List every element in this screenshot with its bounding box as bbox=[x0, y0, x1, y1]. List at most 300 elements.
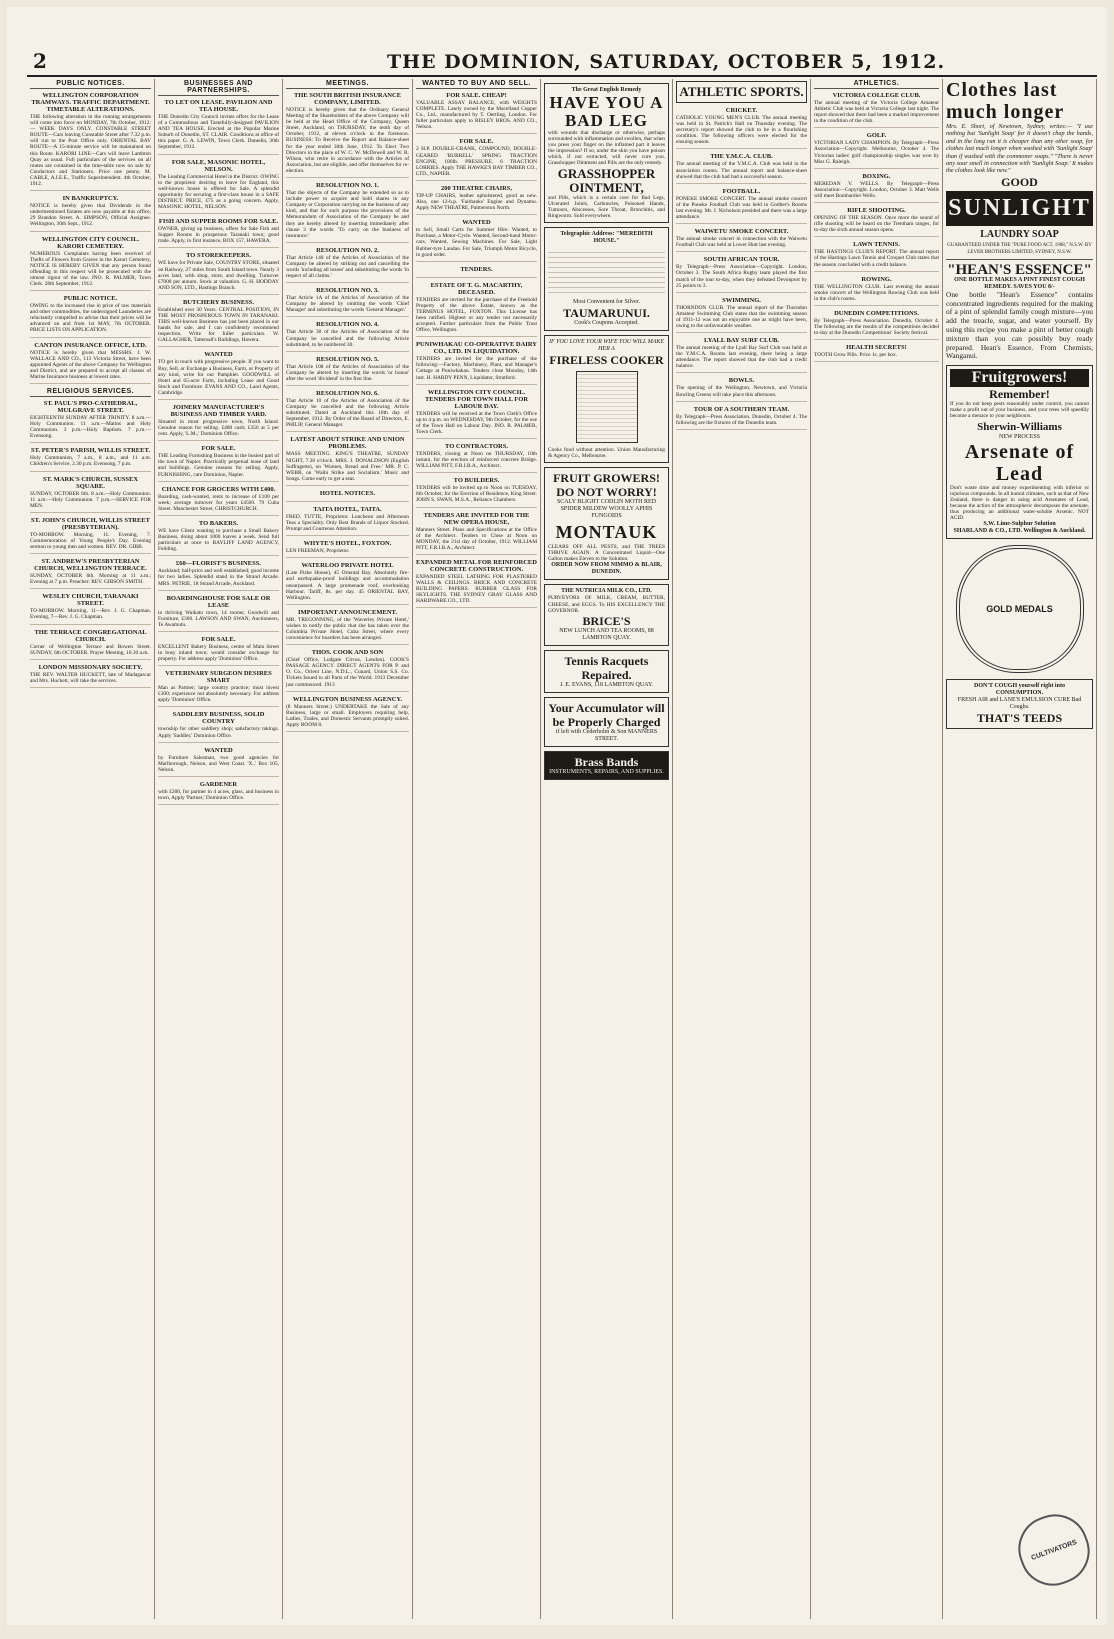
column-header: MEETINGS. bbox=[286, 80, 409, 89]
business-ad-title: WANTED bbox=[204, 746, 233, 754]
service-body: SUNDAY, OCTOBER 6th. 8 a.m.—Holy Communion. 11 a.m.—Holy Communion. 7 p.m.—SERVICE FOR MEN. bbox=[30, 490, 151, 509]
business-ad-body: Man as Partner; large country practice; must invest £300; experience not absolutely necessary. For address apply 'Dominion' Office. bbox=[158, 685, 279, 704]
telegraphic-address: Telegraphic Address: "MEREDITH HOUSE." bbox=[560, 230, 653, 244]
brices-title: BRICE'S bbox=[582, 613, 631, 628]
athletics-report-item bbox=[814, 132, 939, 168]
wanted-ad-body: EXPANDED STEEL LATHING FOR PLASTERED WALLS & CEILINGS. BRICK AND CONCRETE BUILDING PAPERS. RUBBER GLASS FOR SKYLIGHTS. THE SYDNEY GRAY GLASS AND HARDWARE CO., LTD. bbox=[416, 573, 537, 605]
cooker-lead: IF YOU LOVE YOUR WIFE YOU WILL MAKE HER A bbox=[548, 338, 665, 352]
meeting-notice-title: RESOLUTION NO. 3. bbox=[316, 287, 379, 295]
tennis-title: Tennis Racquets Repaired. bbox=[564, 653, 649, 682]
seal-emblem bbox=[956, 545, 1084, 673]
meeting-notice-item bbox=[286, 506, 409, 536]
divider bbox=[946, 259, 1093, 260]
public-notice-item bbox=[30, 236, 151, 292]
sharland: SHARLAND & CO., LTD. Wellington & Auckland. bbox=[953, 528, 1086, 535]
cooker-ad bbox=[544, 335, 669, 463]
business-ad-title: JOINERY MANUFACTURER'S BUSINESS AND TIMBER YARD. bbox=[170, 404, 267, 418]
meeting-notice-item bbox=[286, 356, 409, 386]
meeting-notice-title: RESOLUTION NO. 6. bbox=[316, 390, 379, 397]
sport-report-title: LYALL BAY SURF CLUB. bbox=[703, 337, 780, 345]
meeting-notice-body: That Article 30 of the Articles of Association of the Company be cancelled and the following Article substituted, to be numbered 30. bbox=[286, 329, 409, 348]
montauk-ad bbox=[544, 467, 669, 580]
laundry-label: LAUNDRY SOAP bbox=[980, 228, 1059, 240]
business-ad-item bbox=[158, 636, 279, 666]
meeting-notice-title: RESOLUTION NO. 2. bbox=[316, 246, 379, 254]
service-title: ST. MARK'S CHURCH, SUSSEX SQUARE. bbox=[42, 475, 139, 490]
stamp-text: CULTIVATORS bbox=[1030, 1538, 1078, 1562]
accumulator-body: if left with Cederholm & Son MANNERS STREET. bbox=[555, 728, 658, 742]
business-ad-body: THE Dunedin City Council invites offers for the Lease of a Commodious and Tastefully-designed PAVILION AND TEA HOUSE, Erected at the Popular Marine Suburb of Dunedin, ST. CLAIR. Conditions at office of this paper. G. A. LEWIN, Town Clerk. Dunedin, 30th September, 1912. bbox=[158, 114, 279, 151]
meredith-ad bbox=[544, 227, 669, 331]
grasshopper-title: GRASSHOPPER OINTMENT, bbox=[557, 165, 656, 195]
service-body: Holy Communion, 7 a.m., 8 a.m., and 11 a.m. Children's Service, 2.30 p.m. Evensong, 7 p.m. bbox=[30, 455, 151, 468]
page-number: 2 bbox=[33, 49, 47, 73]
wanted-ad-title: TENDERS ARE INVITED FOR THE NEW OPERA HOUSE, bbox=[423, 511, 530, 526]
business-ad-item bbox=[158, 218, 279, 248]
service-title: THE TERRACE CONGREGATIONAL CHURCH. bbox=[34, 628, 147, 643]
wanted-ad-item bbox=[416, 341, 537, 384]
sport-report-title: BOWLS. bbox=[728, 377, 755, 385]
wanted-ad-title: FOR SALE. bbox=[459, 138, 494, 146]
fruitgrowers-body: If you do not keep pests reasonably under control, you cannot make a profit out of your business, and your trees will speedily become a menace to your neighbours. bbox=[950, 401, 1089, 420]
service-title: ST. ANDREW'S PRESBYTERIAN CHURCH, WELLINGTON TERRACE. bbox=[34, 558, 147, 573]
business-ad-title: FISH AND SUPPER ROOMS FOR SALE. bbox=[158, 218, 279, 226]
business-ad-body: OWNER, giving up business, offers for Sale Fish and Supper Rooms in prosperous Taranaki town; good trade. Apply, in first instance, BOX 157, HAWERA. bbox=[158, 226, 279, 245]
wanted-ad-item bbox=[416, 389, 537, 439]
wanted-ad-title: ESTATE OF T. G. MACARTHY, DECEASED. bbox=[430, 281, 523, 296]
athletics-report-item bbox=[814, 310, 939, 340]
sport-report-item bbox=[676, 337, 807, 373]
new-process: NEW PROCESS bbox=[998, 433, 1041, 440]
heans-sub: ONE BOTTLE MAKES A PINT FINEST COUGH REMEDY. SAVES YOU 8/- bbox=[954, 276, 1085, 290]
meeting-notice-body: That Article 10 of the Articles of Association of the Company be cancelled and the following Article substituted. Dated at Auckland this 18th day of September, 1912. By Order of the Board of Directors, E. PHILIP, General Manager. bbox=[286, 398, 409, 429]
service-item bbox=[30, 664, 151, 688]
sport-report-body: The annual smoke concert in connection with the Waiwetu Football Club was held at Lower Hutt last evening. bbox=[676, 236, 807, 249]
column-public-notices bbox=[27, 79, 155, 1619]
wanted-ad-body: Manners Street. Plans and Specifications at the Office of the Architect. Tenders to Close at Noon on MONDAY, the 21st day of October, 1912. WILLIAM PITT, F.R.I.B.A., Architect. bbox=[416, 526, 537, 551]
meeting-notice-title: IMPORTANT ANNOUNCEMENT. bbox=[297, 608, 398, 616]
meeting-notice-body: (Late Pizhe House), 45 Oriental Bay. Absolutely fire- and earthquake-proof buildings and accommodation unsurpassed. A large promenade roof, overlooking Harbour. Tariff, 8s. per day. 45 ORIENTAL BAY, Wellington. bbox=[286, 570, 409, 601]
athletics-report-body: VICTORIAN LADY CHAMPION. By Telegraph—Press Association—Copyright. Melbourne, October 4. The Victorian ladies' golf championship singles was won by Miss G. Raleigh. bbox=[814, 140, 939, 165]
public-notice-title: WELLINGTON CITY COUNCIL. KARORI CEMETERY. bbox=[41, 235, 140, 250]
teeds-label: THAT'S TEEDS bbox=[976, 711, 1063, 726]
service-item bbox=[30, 593, 151, 624]
wanted-ad-item bbox=[416, 92, 537, 134]
service-item bbox=[30, 629, 151, 660]
wanted-ad-title: TENDERS. bbox=[460, 265, 493, 273]
meeting-notice-item bbox=[286, 649, 409, 691]
sport-report-title: FOOTBALL. bbox=[722, 187, 761, 195]
sport-report-body: THORNDON CLUB. The annual report of the Thorndon Amateur Swimming Club states that the swimming season of 1911-12 was not an enjoyable one as might have been, owing to the unfavourable weather. bbox=[676, 304, 807, 329]
sport-report-title: CRICKET. bbox=[725, 107, 758, 114]
montauk-title: MONTAUK bbox=[555, 522, 658, 543]
services-list bbox=[30, 400, 151, 688]
wanted-ad-body: VALUABLE ASSAY BALANCE, with WEIGHTS COMPLETE. Lately owned by the Macelland Copper Co., Ltd., manufactured by T. Oertling, London. For fuller particulars apply to BISLEY BROS. AND CO., Nelson. bbox=[416, 100, 537, 131]
wanted-ad-body: 2 H.P. DOUBLE-CRANK, COMPOUND, DOUBLE-GEARED 'BURRELL' SPRING TRACTION ENGINE, 180lb. PRESSURE. 6 TRACTION LORRIES. Apply THE HAWKE'S BAY TIMBER CO., LTD., NAPIER. bbox=[416, 146, 537, 177]
do-not-worry: DO NOT WORRY! bbox=[556, 485, 657, 500]
business-ad-title: SADDLERY BUSINESS, SOLID COUNTRY bbox=[172, 711, 265, 726]
meeting-notice-item bbox=[286, 609, 409, 645]
public-notice-item bbox=[30, 195, 151, 231]
meeting-notice-body: FRED. TUTTE, Proprietor. Luncheon and Afternoon Teas a Speciality. Only Best Brands of Liquor Stocked. Prompt and Courteous Attention. bbox=[286, 513, 409, 533]
business-ad-body: EXCELLENT Bakery Business, centre of Main Street in busy inland town; would consider exchange for property. For address apply 'Dominion' Office. bbox=[158, 643, 279, 663]
public-notice-item bbox=[30, 295, 151, 337]
meeting-notice-body: NOTICE is hereby given that the Ordinary General Meeting of the Shareholders of the above Company will be held at the Head Office of the Company, Queen Street, Auckland, on THURSDAY, the tenth day of October, 1912, at eleven o'clock in the forenoon. BUSINESS: To Receive the Report and Balance-sheet for the year ended 30th June, 1912. To Elect Two Directors in the place of W. C. W. McDowell and W. R. Wilson, who retire in accordance with the Articles of Association, but are eligible, and offer themselves for re-election. bbox=[286, 107, 409, 174]
meeting-notice-title: THE SOUTH BRITISH INSURANCE COMPANY, LIMITED. bbox=[293, 92, 402, 106]
business-ad-body: with £200, for partner in 4 acres, glass, and business in town, Apply 'Partner,' Dominion Office. bbox=[158, 788, 279, 801]
public-notice-title: PUBLIC NOTICE. bbox=[63, 295, 118, 303]
meeting-notice-item bbox=[286, 182, 409, 243]
wanted-ad-title: TO BUILDERS. bbox=[453, 477, 500, 485]
business-ad-body: WE have Client wanting to purchase a Small Bakery Business, doing about 1000 loaves a week. Send full particulars at once to BAYLIFF LAND AGENCY, Feilding. bbox=[158, 527, 279, 553]
athletics-sections bbox=[814, 92, 939, 362]
wanted-ad-title: WELLINGTON CITY COUNCIL. TENDERS FOR TOWN HALL FOR LABOUR DAY. bbox=[424, 388, 529, 410]
tennis-ad bbox=[544, 650, 669, 693]
service-body: THE REV. WALTER HUCKETT, late of Madagascar and Mrs. Huckett, will take the services. bbox=[30, 671, 151, 684]
remedy-body: with wounds that discharge or otherwise, perhaps surrounded with inflammation and swollen, that when you press your finger on the inflamed part it leaves the impression? If so, under the skin you have poison which, if not extracted, will never cure you. Grasshopper Ointment and Pills are the only remedy. bbox=[548, 130, 665, 167]
business-ad-item bbox=[158, 486, 279, 516]
athletics-report-item bbox=[814, 241, 939, 271]
sport-report-body: The annual meeting of the Y.M.C.A. Club was held in the association rooms. The annual report and balance-sheet showed that the club had had a successful season. bbox=[676, 161, 807, 180]
wanted-ad-body: TIP-UP CHAIRS, leather upholstered, good as new. Also, one 12-h.p. 'Fairbanks' Engine and Dynamo. Apply NEW THEATRE, Palmerston North. bbox=[416, 192, 537, 212]
business-ad-title: TO STOREKEEPERS. bbox=[186, 252, 251, 260]
cough-title: DON'T COUGH yourself right into CONSUMPTION. bbox=[974, 683, 1065, 697]
meeting-notice-title: LATEST ABOUT STRIKE AND UNION PROBLEMS. bbox=[290, 436, 405, 451]
column-header: WANTED TO BUY AND SELL. bbox=[416, 80, 537, 89]
public-notice-body: NUMEROUS Complaints having been received of Thefts of Flowers from Graves in the Karori Cemetery, NOTICE IS HEREBY GIVEN that any person found offending in this respect will be prosecuted with the utmost rigour of the law. JNO. R. PALMER, Town Clerk. 28th September, 1912. bbox=[30, 250, 151, 287]
meeting-notice-body: That Article 1A of the Articles of Association of the Company be altered by omitting the words 'Chief Manager' and substituting the words 'General Manager.' bbox=[286, 295, 409, 314]
good-label: GOOD bbox=[1001, 174, 1038, 189]
business-ad-item bbox=[158, 351, 279, 400]
service-item bbox=[30, 447, 151, 471]
meeting-notice-item bbox=[286, 696, 409, 732]
public-notice-body: NOTICE is hereby given that Dividends in the undermentioned Estates are now payable at this office, 29 Brandon Street. A. SIMPSON, Official Assignee. Wellington, 30th Sept., 1912. bbox=[30, 203, 151, 228]
meeting-notice-body: MR. TREGONNING, of the 'Waverley Private Hotel,' wishes to notify the public that she has taken over the Columbia Private Hotel, Cuba Street, where every convenience for boarders has been arranged. bbox=[286, 616, 409, 642]
meeting-notice-body: LEN FREEMAN, Proprietor. bbox=[286, 548, 350, 555]
business-ad-item bbox=[158, 670, 279, 707]
athletics-report-item bbox=[814, 207, 939, 237]
wanted-ad-body: TENDERS will be invited up to Noon on TUESDAY, 8th October, for the Erection of Residence, King Street. JOHN S. SWAN, M.S.A., Reliance Chambers. bbox=[416, 485, 537, 504]
business-ad-title: FOR SALE. bbox=[201, 635, 236, 643]
fruit-growers-title: FRUIT GROWERS! bbox=[553, 471, 660, 486]
sport-report-item bbox=[676, 406, 807, 430]
column-header: PUBLIC NOTICES. bbox=[30, 80, 151, 89]
sunlight-logo: SUNLIGHT bbox=[946, 191, 1093, 226]
newspaper-page bbox=[7, 7, 1107, 1625]
taumarunui-title: TAUMARUNUI. bbox=[563, 305, 650, 320]
service-body: Corner of Wellington Terrace and Bowen Street. SUNDAY, 6th OCTOBER. Prayer Meeting, 10.30 a.m. bbox=[30, 643, 151, 656]
business-ad-title: FOR SALE. bbox=[201, 445, 236, 453]
business-ad-item bbox=[158, 595, 279, 632]
business-ad-body: WE have for Private Sale, COUNTRY STORE, situated on Railway, 27 miles from South Island town. Nearly 3 acres land, with shop, store, and dwelling. Turnover £7000 per annum. Stock at valuation. G. H. HODDAY AND SON, LTD., Hastings Branch. bbox=[158, 260, 279, 291]
public-notice-title: IN BANKRUPTCY. bbox=[62, 195, 119, 203]
business-ad-title: WANTED bbox=[204, 351, 233, 359]
athletic-sports-header: ATHLETIC SPORTS. bbox=[676, 81, 807, 103]
athletics-report-title: RIFLE SHOOTING. bbox=[847, 207, 906, 215]
arsenate-body: Don't waste time and money experimenting with inferior or injurious compounds. In all humid climates, such as that of New Zealand, there is danger in using acid Arsenates of Lead, because the action of the atmospheric decomposes the arsenate, thus producing an additional water-soluble Arsenic. NOT ACID. bbox=[950, 484, 1089, 521]
service-item bbox=[30, 400, 151, 443]
remember-label: Remember! bbox=[989, 387, 1050, 402]
service-item bbox=[30, 476, 151, 513]
wanted-ad-title: WANTED bbox=[462, 219, 491, 227]
sport-report-body: PONEKE SMOKE CONCERT. The annual smoke concert of the Poneke Football Club was held in Godber's Rooms last evening. Mr. J. Nicholson presided and there was a large attendance. bbox=[676, 195, 807, 221]
wanted-ad-item bbox=[416, 443, 537, 473]
business-ad-title: £60—FLORIST'S BUSINESS. bbox=[176, 560, 261, 568]
brass-body: INSTRUMENTS, REPAIRS, AND SUPPLIES. bbox=[549, 768, 664, 775]
meetings-list bbox=[286, 92, 409, 732]
wanted-ad-title: TO CONTRACTORS. bbox=[445, 443, 508, 450]
public-notice-item bbox=[30, 342, 151, 384]
wanted-ad-item bbox=[416, 185, 537, 215]
masthead bbox=[27, 49, 1097, 77]
meeting-notice-title: WHYTE'S HOTEL, FOXTON. bbox=[303, 540, 392, 548]
wanted-ad-title: FOR SALE. CHEAP! bbox=[446, 92, 507, 99]
column-athletic-sports bbox=[673, 79, 811, 1619]
public-notices-list bbox=[30, 92, 151, 384]
service-title: WESLEY CHURCH, TARANAKI STREET. bbox=[42, 593, 139, 608]
sport-report-body: By Telegraph—Press Association. Dunedin, October 4. The following are the fixtures of the Dunedin team. bbox=[676, 413, 807, 426]
brass-bands-ad bbox=[544, 751, 669, 780]
meeting-notice-item bbox=[286, 92, 409, 178]
athletics-report-title: BOXING. bbox=[862, 172, 891, 180]
business-ad-body: Auckland; half-price and well established; good income for two ladies. Splendid stand in the Strand Arcade. MRS. PETRIE, 18 Strand Arcade, Auckland. bbox=[158, 568, 279, 587]
sport-report-title: SWIMMING. bbox=[722, 296, 761, 304]
public-notice-title: CANTON INSURANCE OFFICE, LTD. bbox=[34, 341, 147, 349]
athletics-report-body: TOOTH Grow Pills. Price 1s. per box. bbox=[814, 352, 897, 359]
service-item bbox=[30, 558, 151, 589]
public-notice-body: OWING to the increased rise in price of raw materials and other commodities, the undersigned Launderies are reluctantly compelled to advise that their prices will be advanced on and from 1st MAY, 7th OCTOBER. PRICE LISTS ON APPLICATION. bbox=[30, 303, 151, 334]
religious-header: RELIGIOUS SERVICES. bbox=[30, 388, 151, 397]
wanted-ad-item bbox=[416, 219, 537, 261]
athletics-report-title: LAWN TENNIS. bbox=[853, 241, 900, 249]
sport-report-body: By Telegraph—Press Association—Copyright. London, October 3. The South Africa Rugby team played the first match of the tour to-day, when they defeated Devonport by 25 points to 3. bbox=[676, 264, 807, 289]
heans-essence-ad bbox=[946, 263, 1093, 361]
public-notice-title: WELLINGTON CORPORATION TRAMWAYS. TRAFFIC DEPARTMENT. TIMETABLE ALTERATIONS. bbox=[31, 92, 150, 113]
business-ad-item bbox=[158, 711, 279, 742]
grasshopper-body: and Pills, which is a certain cure for Bad Legs, Ulcerated Joints, Carbuncles, Poisoned Hands, Tumours, Abscesses, Sore Throat, Bronchitis, and Ringworm. Sold everywhere. bbox=[548, 194, 665, 219]
wanted-ad-item bbox=[416, 138, 537, 180]
meeting-notice-body: That the objects of the Company be extended so as to include power to acquire and hold shares in any Company or Corporation carrying on the business of any kind, and that for such purpose the provisions of the Memorandum of Association of the Company be and they are hereby altered by inserting immediately after clause 3 the words: 'To carry on the business of insurance.' bbox=[286, 190, 409, 239]
business-ad-item bbox=[158, 445, 279, 481]
sport-report-title: WAIWETU SMOKE CONCERT. bbox=[694, 228, 789, 236]
athletics-report-item bbox=[814, 276, 939, 306]
nutricia-body: PURVEYORS OF MILK, CREAM, BUTTER, CHEESE, and EGGS. To HIS EXCELLENCY THE GOVERNOR. bbox=[548, 595, 665, 614]
business-ad-body: TO get in touch with progressive people. If you want to Buy, Sell, or Exchange a Business, Farm, or Property of any kind, write for our Pamphlet. GOODWILL of Hotel and 65-acre Farm, including Lease and Good Stock and Furniture. EVANS AND CO., Land Agents, Cambridge. bbox=[158, 359, 279, 396]
wanted-ad-body: TENDERS are invited for the purchase of the Freehold Property of the above Estate, known as the TERMINUS HOTEL, FOXTON. This License has been ratified. Highest or any tender not necessarily accepted. Further particulars from the Public Trust Office, Wellington. bbox=[416, 296, 537, 334]
business-ad-item bbox=[158, 520, 279, 556]
accumulator-title: Your Accumulator will be Properly Charged bbox=[548, 700, 665, 729]
athletics-report-title: GOLF. bbox=[866, 132, 887, 140]
column-display-ads bbox=[541, 79, 673, 1619]
remedy-header: The Great English Remedy bbox=[571, 87, 642, 93]
pests-list: SCALY BLIGHT CODLIN MOTH RED SPIDER MILDEW WOOLLY APHIS FUNGOIDS bbox=[556, 499, 657, 520]
business-ad-item bbox=[158, 252, 279, 294]
column-wanted bbox=[413, 79, 541, 1619]
guarantee-text: GUARANTEED UNDER THE "PURE FOOD ACT, 1908," N.S.W. BY LEVER BROTHERS LIMITED, SYDNEY, N.S.W. bbox=[947, 242, 1092, 255]
business-ad-body: by Furniture Salesman, two good agencies for Marlborough, Nelson, and West Coast. 'X.,' Box 105, Nelson. bbox=[158, 754, 279, 773]
business-ad-title: VETERINARY SURGEON DESIRES SMART bbox=[165, 670, 272, 685]
business-ad-title: TO LET ON LEASE. PAVILION AND TEA HOUSE. bbox=[164, 99, 273, 113]
meeting-notice-item bbox=[286, 321, 409, 351]
meeting-notice-item bbox=[286, 390, 409, 432]
athletics-report-item bbox=[814, 173, 939, 203]
cooker-illustration bbox=[576, 371, 638, 443]
meredith-body: Most Convenient for Silver. bbox=[573, 298, 640, 305]
business-ad-item bbox=[158, 747, 279, 777]
business-ad-body: township for other saddlery shop; satisfactory takings. Apply 'Saddler,' Dominion Office. bbox=[158, 726, 279, 739]
column-athletics bbox=[811, 79, 943, 1619]
seal-text: GOLD MEDALS bbox=[986, 604, 1053, 615]
sunlight-ad bbox=[946, 79, 1093, 256]
meeting-notice-title: TAITA HOTEL, TAITA. bbox=[313, 505, 382, 513]
cooker-body: Cooks food without attention. Union Manufacturing & Agency Co., Melbourne. bbox=[548, 446, 665, 460]
meeting-notice-item bbox=[286, 490, 409, 502]
meeting-notice-body: That Article 108 of the Articles of Association of the Company be altered by inserting the words 'or bonus' after the word 'dividend' in the first line. bbox=[286, 363, 409, 382]
meeting-notice-title: WATERLOO PRIVATE HOTEL bbox=[301, 562, 394, 570]
business-ad-title: BOARDINGHOUSE FOR SALE OR LEASE bbox=[166, 594, 271, 609]
business-ad-item bbox=[158, 159, 279, 215]
wanted-ad-title: PUNIWHAKAU CO-OPERATIVE DAIRY CO., LTD. IN LIQUIDATION. bbox=[416, 341, 537, 356]
meeting-notice-body: (Chief Office, Ludgate Circus, London). COOK'S PASSAGE AGENCY. DIRECT AGENTS FOR P. and O. Co., Orient Line, N.D.L., Cunard, Union S.S. Co. Tickets Issued to all Parts of the World. 1913 December just commenced. 1913 bbox=[286, 657, 409, 688]
service-title: ST. JOHN'S CHURCH, WILLIS STREET (PRESBYTERIAN). bbox=[31, 516, 150, 531]
service-body: EIGHTEENTH SUNDAY AFTER TRINITY. 8 a.m.—Holy Communion. 11 a.m.—Matins and Holy Communion. 3 p.m.—Holy Baptism. 7 p.m.—Evensong. bbox=[30, 415, 151, 440]
wanted-ad-item bbox=[416, 512, 537, 555]
business-ad-title: TO BAKERS. bbox=[198, 519, 239, 527]
athletic-sections bbox=[676, 107, 807, 430]
sport-report-item bbox=[676, 153, 807, 183]
column-header: BUSINESSES AND PARTNERSHIPS. bbox=[158, 80, 279, 96]
column-meetings bbox=[283, 79, 413, 1619]
wanted-ad-body: TENDERS will be received at the Town Clerk's Office up to 4 p.m. on WEDNESDAY, 9th October, for the use of the Town Hall on Labour Day. JNO. R. PALMER, Town Clerk. bbox=[416, 410, 537, 435]
wanted-ad-body: TENDERS, closing at Noon on THURSDAY, 10th instant, for the erection of reinforced concrete Bridge. WILLIAM PITT, F.R.I.B.A., Architect. bbox=[416, 451, 537, 470]
brass-title: Brass Bands bbox=[574, 754, 639, 769]
wanted-list bbox=[416, 92, 537, 608]
business-ad-title: GARDENER bbox=[199, 780, 238, 788]
arsenate-ad bbox=[946, 365, 1093, 539]
meeting-notice-title: RESOLUTION NO. 5. bbox=[316, 355, 379, 363]
clothes-title: Clothes last much longer bbox=[946, 79, 1065, 123]
athletics-report-body: The annual meeting of the Victoria College Amateur Athletic Club was held at Victoria College last night. The report showed that there had been a marked improvement in the condition of the club. bbox=[814, 100, 939, 125]
heans-title: "HEAN'S ESSENCE" bbox=[947, 261, 1092, 278]
sport-report-item bbox=[676, 297, 807, 333]
service-body: TO-MORROW. Morning, 11. Evening, 7. Commemoration of Young People's Day. Evening sermon to young men and women. REV. DR. GIBB. bbox=[30, 531, 151, 551]
public-notice-body: NOTICE is hereby given that MESSRS. J. W. WALLACE AND CO., 113 Victoria Street, have been appointed Agents of the above Company for Wellington and District, and are prepared to accept all classes of Marine Insurance business at lowest rates. bbox=[30, 349, 151, 380]
clothes-quote: Mrs. E. Short, of Newtown, Sydney, writes:— "I use nothing but 'Sunlight Soap' for it doesn't chap the hands, and in the long run it is cheaper than any other soap, for clothes last much longer when washed with 'Sunlight Soap' than if washed with the commoner soaps." "There is never any sour smell in connection with 'Sunlight Soap.' It makes the clothes look like new." bbox=[946, 123, 1093, 175]
sport-report-item bbox=[676, 107, 807, 149]
meeting-notice-title: THOS. COOK AND SON bbox=[311, 649, 384, 657]
cooker-title: FIRELESS COOKER bbox=[549, 352, 664, 367]
athletics-header: ATHLETICS. bbox=[814, 80, 939, 89]
brices-body: NEW LUNCH AND TEA ROOMS, 88 LAMBTON QUAY. bbox=[559, 627, 654, 641]
paper-title: THE DOMINION, SATURDAY, OCTOBER 5, 1912. bbox=[387, 51, 946, 73]
athletics-report-title: DUNEDIN COMPETITIONS. bbox=[834, 309, 919, 317]
service-title: ST. PAUL'S PRO-CATHEDRAL, MULGRAVE STREET. bbox=[43, 400, 138, 414]
athletics-report-body: MEREDAN V. WELLS. By Telegraph—Press Association—Copyright. London, October 3. Matt Wells will meet Bombardier Wells. bbox=[814, 180, 939, 199]
business-ad-item bbox=[158, 299, 279, 348]
sport-report-item bbox=[676, 228, 807, 252]
business-ad-item bbox=[158, 99, 279, 155]
meeting-notice-item bbox=[286, 562, 409, 604]
athletics-report-title: VICTORIA COLLEGE CLUB. bbox=[832, 92, 921, 99]
business-list bbox=[158, 99, 279, 805]
wanted-ad-body: TENDERS are invited for the purchase of the following:—Factory, Machinery, Plant, and Manager's Cottage at Puniwhakau. Tenders close Monday, 14th inst. H. HARDY PENN, Liquidator, Stratford. bbox=[416, 356, 537, 381]
sport-report-body: The opening of the Wellington, Newtown, and Victoria Bowling Greens will take place this afternoon. bbox=[676, 385, 807, 398]
athletics-report-body: THE HASTINGS CLUB'S REPORT. The annual report of the Hastings Lawn Tennis and Croquet Club states that the season concluded with a credit balance. bbox=[814, 249, 939, 268]
business-ad-item bbox=[158, 781, 279, 805]
taumarunui-body: Cook's Coupons Accepted. bbox=[574, 319, 639, 326]
business-ad-item bbox=[158, 404, 279, 441]
fruitgrowers-title: Fruitgrowers! bbox=[950, 369, 1089, 387]
nutricia-ad bbox=[544, 584, 669, 645]
athletics-report-item bbox=[814, 344, 939, 362]
sport-report-title: TOUR OF A SOUTHERN TEAM. bbox=[693, 405, 790, 413]
service-title: LONDON MISSIONARY SOCIETY. bbox=[38, 663, 143, 671]
wanted-ad-item bbox=[416, 477, 537, 507]
business-ad-body: THE Leading Furnishing Business in the busiest part of the town of Napier. Practically perpetual lease of land and buildings. Genuine reasons for selling. Apply, FURNISHING, care Dominion, Napier. bbox=[158, 453, 279, 478]
meeting-notice-body: That Article 140 of the Articles of Association of the Company be altered by striking out and cancelling the words 'including all losses' and substituting the words 'in respect of all claims.' bbox=[286, 254, 409, 280]
athletics-report-body: OPENING OF THE SEASON. Once more the sound of rifle shooting will be heard on the Trentham ranges, for to-day the sixth annual season opens. bbox=[814, 215, 939, 234]
sport-report-body: The annual meeting of the Lyall Bay Surf Club was held at the Y.M.C.A. Rooms last evening, there being a large attendance. The report showed that the club had a credit balance. bbox=[676, 345, 807, 370]
meeting-notice-title: WELLINGTON BUSINESS AGENCY. bbox=[292, 695, 403, 703]
arsenate-title: Arsenate of Lead bbox=[964, 440, 1075, 485]
sport-report-item bbox=[676, 188, 807, 224]
sherwin-williams: Sherwin-Williams bbox=[977, 420, 1062, 433]
wanted-ad-item bbox=[416, 282, 537, 338]
business-ad-body: The Leading Commercial Hotel in the District. OWING to the proprietor desiring to leave for England, this well-known house is offered for Sale. A splendid opportunity for securing a first-class house in a SAFE DISTRICT. PRICE, £75 as a going concern. Apply, MASONIC HOTEL, NELSON. bbox=[158, 173, 279, 211]
remedy-headline: HAVE YOU A BAD LEG bbox=[549, 93, 664, 130]
column-businesses bbox=[155, 79, 283, 1619]
meeting-notice-item bbox=[286, 247, 409, 283]
business-ad-body: Established over 30 Years. CENTRAL POSITION, IN THE MOST PROSPEROUS TOWN IN TARANAKI. THIS well-known Business has just been placed in our hands for sale, and I can confidently recommend inspection. Write for fuller particulars. W. GALLAGHER, Tattersall's Buildings, Hawera. bbox=[158, 306, 279, 344]
meeting-notice-title: RESOLUTION NO. 4. bbox=[316, 321, 379, 329]
meeting-notice-item bbox=[286, 287, 409, 317]
service-item bbox=[30, 517, 151, 554]
business-ad-title: FOR SALE, MASONIC HOTEL, NELSON. bbox=[171, 158, 266, 173]
order-now: ORDER NOW FROM NIMMO & BLAIR, DUNEDIN. bbox=[551, 562, 662, 576]
meredith-fine-print bbox=[548, 248, 665, 296]
public-notice-item bbox=[30, 92, 151, 191]
sport-report-title: SOUTH AFRICAN TOUR. bbox=[703, 256, 780, 264]
cough-ad bbox=[946, 679, 1093, 729]
athletics-report-title: HEALTH SECRETS! bbox=[846, 344, 907, 352]
meeting-notice-body: (8 Manners Street.) UNDERTAKE the Sale of any Business, large or small. Employers requiring help, Ladies, Trades, and Domestic Servants promptly suited. Apply ROOM 8. bbox=[286, 703, 409, 728]
service-title: ST. PETER'S PARISH, WILLIS STREET. bbox=[31, 447, 150, 455]
lime-sulphur: S.W. Lime-Sulphur Solution bbox=[983, 521, 1056, 528]
meeting-notice-item bbox=[286, 540, 409, 558]
meeting-notice-title: HOTEL NOTICES. bbox=[319, 489, 376, 497]
accumulator-ad bbox=[544, 697, 669, 747]
remedy-ad bbox=[544, 83, 669, 223]
public-notice-body: THE following alteration in the running arrangements will come into force on MONDAY, 7th October, 1912:— WEEK DAYS ONLY. CONSTABLE STREET ROUTE—Cars leaving Constable Street after 7.32 p.m. will run to the Post Office only. ORIENTAL BAY ROUTE—A 15-minute service will be maintained on this Route. KARORI LINE—Cars will leave Lambton Quay as usual. Full particulars of the services on all routes are contained in the time-table now on sale by Conductors and Stationers. Price one penny. M. CABLE, A.I.E.E., Traffic Superintendent. 4th October, 1912. bbox=[30, 114, 151, 188]
meeting-notice-item bbox=[286, 436, 409, 485]
wanted-ad-title: EXPANDED METAL FOR REINFORCED CONCRETE CONSTRUCTION. bbox=[416, 558, 537, 573]
meeting-notice-title: RESOLUTION NO. 1. bbox=[316, 182, 379, 190]
service-body: SUNDAY, OCTOBER 6th. Morning at 11 a.m.; Evening at 7 p.m. Preacher: REV. GIBSON SMITH. bbox=[30, 573, 151, 586]
wanted-ad-title: 200 THEATRE CHAIRS, bbox=[440, 184, 513, 192]
athletics-report-body: By Telegraph—Press Association. Dunedin, October 4. The following are the results of the competitions decided to-day at the Dunedin Competitions' Society festival. bbox=[814, 317, 939, 337]
business-ad-body: Boarding, cash-wanted, rents to increase of £100 per week; average turnover for years £4500. 79 Cuba Street. Manchester Street, CHRISTCHURCH. bbox=[158, 493, 279, 512]
column-right-ads bbox=[943, 79, 1097, 1619]
business-ad-body: Situated in most progressive town, North Island. Genuine reason for selling. £480 cash; £350 at 5 per cent. Apply, 'L.M.,' Dominion Office. bbox=[158, 419, 279, 438]
wanted-ad-item bbox=[416, 559, 537, 608]
sport-report-title: THE Y.M.C.A. CLUB. bbox=[710, 153, 773, 161]
business-ad-title: CHANCE FOR GROCERS WITH £400. bbox=[161, 485, 276, 493]
athletics-report-title: ROWING. bbox=[861, 275, 892, 283]
wanted-ad-body: to Sell, Small Carts for Summer Hire. Wanted, to Purchase, a Motor-Cycle. Wanted, Second-hand Motor-cars. Wanted, Sewing Machines. For Sale, Light Rubber-tyre Landau. For Sale, Triumph Motor Bicycle, in good order. bbox=[416, 227, 537, 258]
athletics-report-body: THE WELLINGTON CLUB. Last evening the annual smoke concert of the Wellington Rowing Club was held in the club's rooms. bbox=[814, 283, 939, 302]
heans-body: One bottle "Hean's Essence" contains concentrated ingredients required for the making of a pint of splendid family cough mixture—you add the treacle, sugar, and water yourself. By using this recipe you make a pint of better cough mixture than you can possibly buy ready prepared. Hean's Essence. From Chemists, Wanganui. bbox=[946, 289, 1093, 361]
tennis-body: J. E. EVANS, 118 LAMBTON QUAY. bbox=[559, 681, 654, 688]
